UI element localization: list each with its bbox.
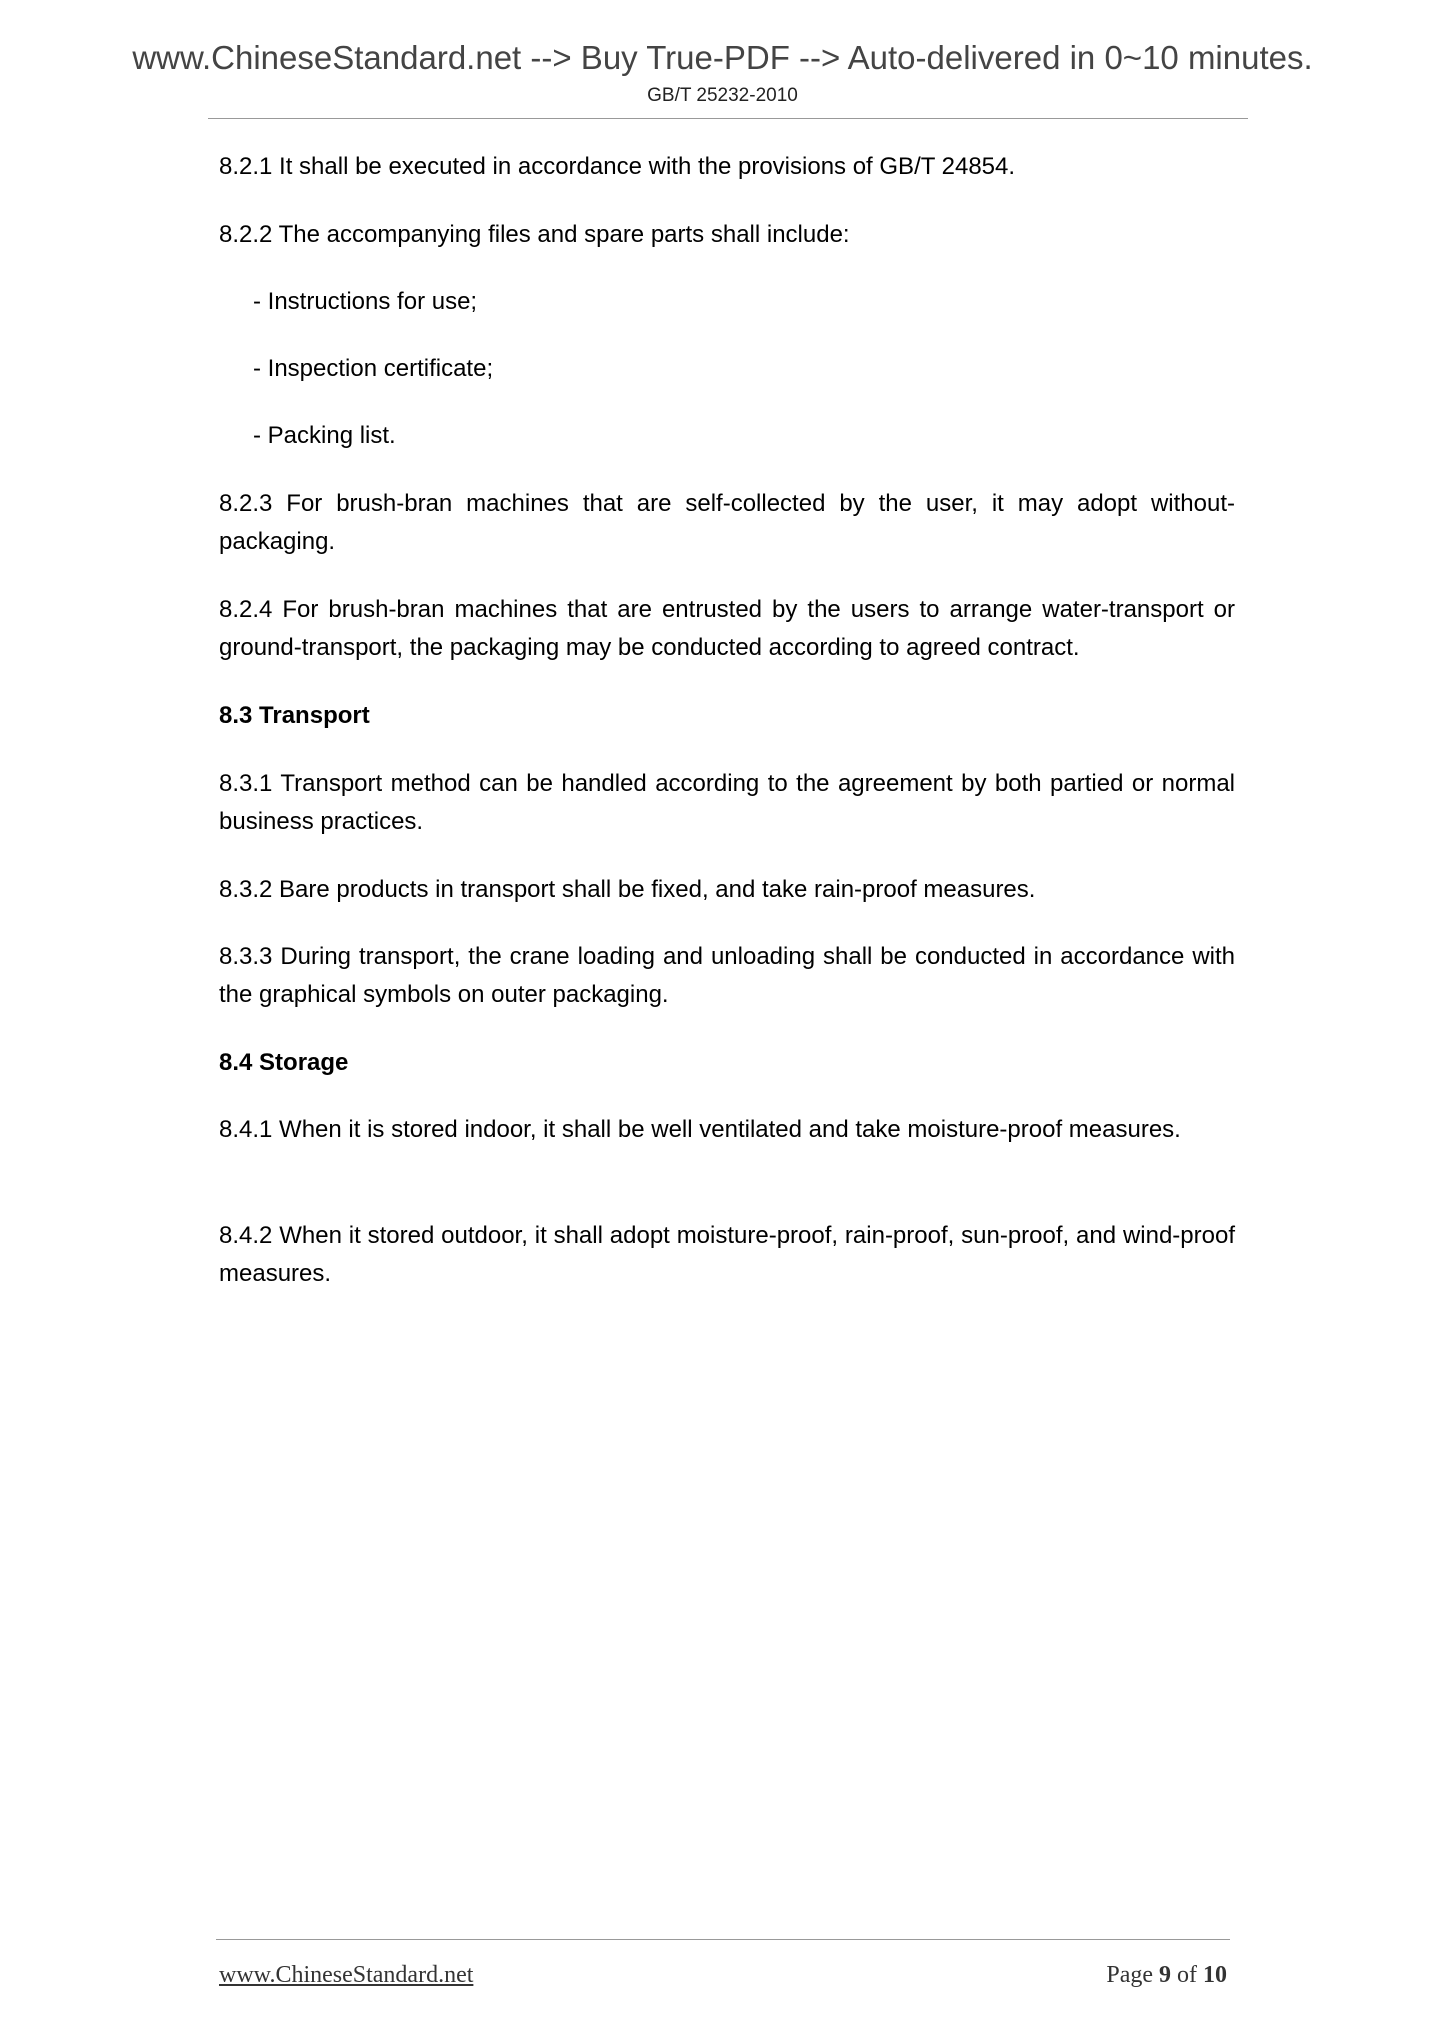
section-heading: 8.4 Storage bbox=[219, 1049, 349, 1076]
paragraph: 8.2.3 For brush-bran machines that are self-collected by the user, it may adopt without-packaging. bbox=[219, 490, 1235, 555]
list-item: - Instructions for use; bbox=[253, 288, 478, 315]
paragraph: 8.4.1 When it is stored indoor, it shall be well ventilated and take moisture-proof measures. bbox=[219, 1116, 1181, 1143]
page-of: of bbox=[1177, 1962, 1197, 1988]
page-number bbox=[1106, 1962, 1227, 1989]
paragraph: 8.2.2 The accompanying files and spare parts shall include: bbox=[219, 221, 850, 248]
footer-divider bbox=[216, 1939, 1230, 1940]
page-prefix: Page bbox=[1106, 1962, 1153, 1988]
paragraph: 8.3.2 Bare products in transport shall be fixed, and take rain-proof measures. bbox=[219, 876, 1036, 903]
doc-code: GB/T 25232-2010 bbox=[647, 85, 798, 106]
total-pages: 10 bbox=[1203, 1962, 1227, 1988]
list-item: - Packing list. bbox=[253, 422, 396, 449]
header-divider bbox=[208, 118, 1248, 119]
section-heading: 8.3 Transport bbox=[219, 702, 370, 729]
paragraph: 8.4.2 When it stored outdoor, it shall adopt moisture-proof, rain-proof, sun-proof, and wind-proof measures. bbox=[219, 1222, 1235, 1287]
header-banner: www.ChineseStandard.net --> Buy True-PDF --> Auto-delivered in 0~10 minutes. bbox=[132, 39, 1313, 76]
paragraph: 8.3.1 Transport method can be handled according to the agreement by both partied or normal business practices. bbox=[219, 770, 1235, 835]
footer-link[interactable]: www.ChineseStandard.net bbox=[219, 1962, 474, 1988]
paragraph: 8.3.3 During transport, the crane loading and unloading shall be conducted in accordance with the graphical symbols on outer packaging. bbox=[219, 943, 1235, 1008]
paragraph: 8.2.1 It shall be executed in accordance with the provisions of GB/T 24854. bbox=[219, 153, 1016, 180]
list-item: - Inspection certificate; bbox=[253, 355, 494, 382]
current-page: 9 bbox=[1159, 1962, 1171, 1988]
paragraph: 8.2.4 For brush-bran machines that are entrusted by the users to arrange water-transport or ground-transport, the packaging may be conducted according to agreed contract. bbox=[219, 596, 1235, 661]
